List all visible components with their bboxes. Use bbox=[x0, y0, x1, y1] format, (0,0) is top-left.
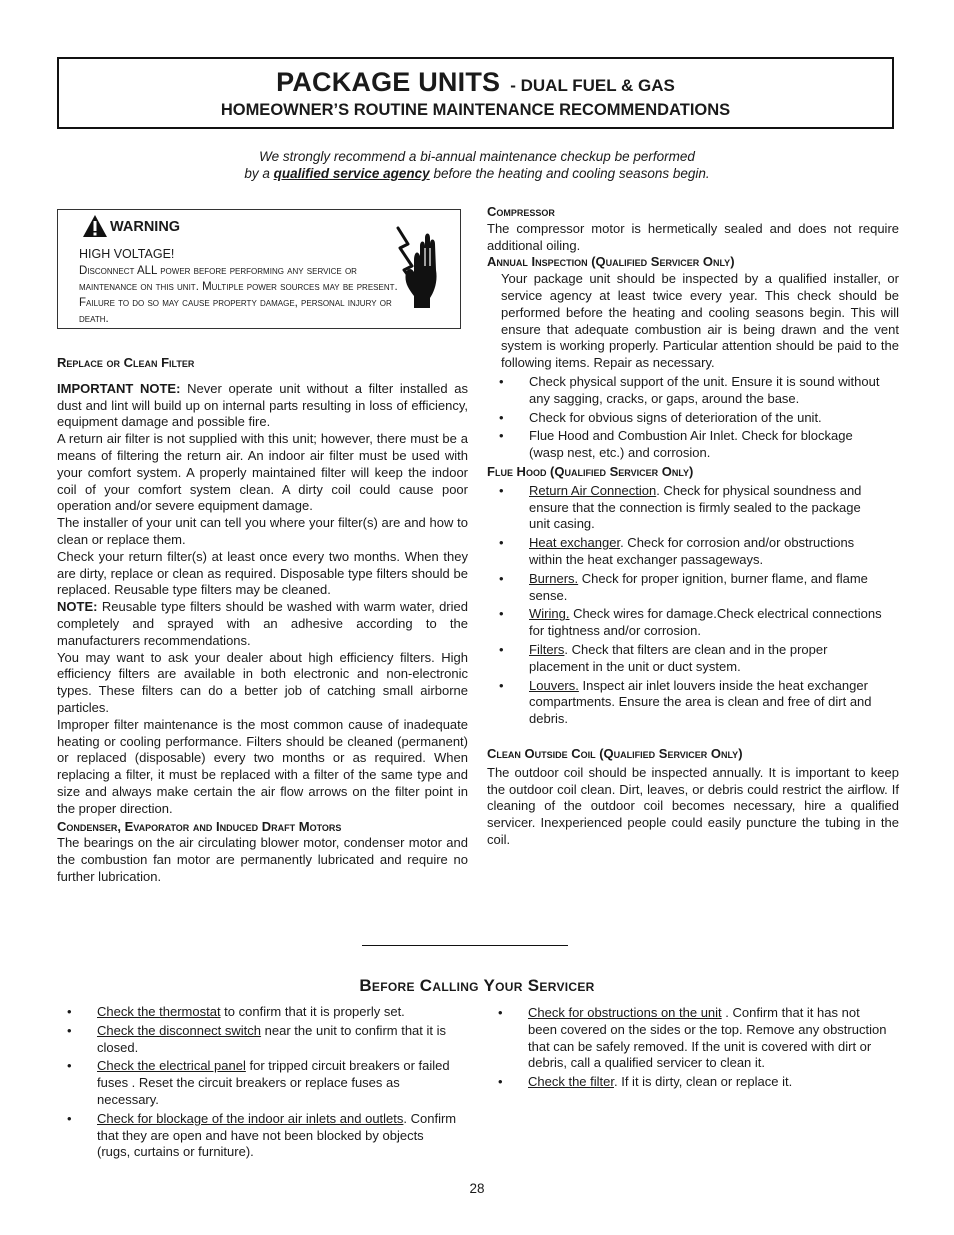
compressor-text: The compressor motor is hermetically sealed and does not require additional oiling. bbox=[487, 220, 899, 253]
check-thermostat-link[interactable]: Check the thermostat bbox=[97, 1004, 221, 1019]
list-item: • Filters. Check that filters are clean and in the proper placement in the unit or duct system. bbox=[499, 641, 828, 674]
flue-item-text: . Check for physical soundness and ensure that the connection is firmly sealed to the package unit casing. bbox=[529, 482, 862, 532]
filter-paragraph-3: Check your return filter(s) at least once every two months. When they are dirty, replace or clean as required. Disposable type filters should be replaced. Reusable type filters may be cleaned. bbox=[57, 548, 468, 598]
filter-note bbox=[57, 599, 468, 649]
filters-link[interactable]: Filters bbox=[529, 641, 565, 657]
flue-hood-heading: Flue Hood (Qualified Servicer Only) bbox=[487, 463, 694, 479]
list-item-text: near the unit to confirm that it is closed. bbox=[97, 1022, 447, 1055]
list-item: • Heat exchanger. Check for corrosion and/or obstructions within the heat exchanger passageways. bbox=[499, 535, 855, 567]
list-item: • Check the thermostat to confirm that it is properly set. bbox=[67, 1004, 405, 1019]
electric-shock-hand-icon bbox=[392, 226, 442, 310]
list-item-text: for tripped circuit breakers or failed fuses . Reset the circuit breakers or replace fuses as necessary. bbox=[97, 1058, 450, 1107]
intro-line-2-post: before the heating and cooling seasons begin. bbox=[429, 166, 710, 181]
flue-item-text: Check for proper ignition, burner flame, and flame sense. bbox=[529, 570, 868, 603]
wiring-link[interactable]: Wiring. bbox=[529, 606, 570, 622]
before-calling-heading: Before Calling Your Servicer bbox=[359, 976, 595, 995]
motors-heading: Condenser, Evaporator and Induced Draft Motors bbox=[57, 818, 342, 834]
warning-title: WARNING bbox=[110, 219, 181, 235]
filter-paragraph-2: The installer of your unit can tell you where your filter(s) are and how to clean or replace them. bbox=[57, 515, 468, 547]
important-note-label: IMPORTANT NOTE: bbox=[57, 380, 181, 396]
check-blockage-link[interactable]: Check for blockage of the indoor air inlets and outlets bbox=[97, 1110, 404, 1126]
warning-triangle-icon bbox=[82, 214, 108, 238]
burners-link[interactable]: Burners. bbox=[529, 570, 579, 586]
filter-heading: Replace or Clean Filter bbox=[57, 355, 195, 370]
clean-coil-text: The outdoor coil should be inspected annually. It is important to keep the outdoor coil clean. Dirt, leaves, or debris could restrict the airflow. If cleaning of the outdoor coil becomes necessary, hire a qualified servicer. Inexperienced people could easily puncture the tubing in the coil. bbox=[487, 764, 899, 847]
annual-item-text: Check for obvious signs of deterioration of the unit. bbox=[529, 409, 822, 425]
list-item: • Check for blockage of the indoor air inlets and outlets. Confirm that they are open and have not been blocked by objects (rugs, curtains or furniture). bbox=[67, 1110, 457, 1160]
note-label: NOTE: bbox=[57, 599, 98, 615]
filter-paragraph-4: You may want to ask your dealer about high efficiency filters. High efficiency filters are available in both electronic and non-electronic types. These filters can do a better job of catching small airborne particles. bbox=[57, 649, 468, 715]
flue-item-text: Inspect air inlet louvers inside the heat exchanger compartments. Ensure the area is clean and free of dirt and debris. bbox=[529, 677, 872, 727]
check-obstructions-link[interactable]: Check for obstructions on the unit bbox=[528, 1005, 722, 1020]
annual-inspection-heading: Annual Inspection (Qualified Servicer Only) bbox=[487, 254, 735, 270]
list-item-text: to confirm that it is properly set. bbox=[220, 1004, 405, 1019]
list-item: • Check for obvious signs of deterioration of the unit. bbox=[499, 409, 822, 425]
louvers-link[interactable]: Louvers. bbox=[529, 677, 579, 693]
divider bbox=[362, 945, 568, 946]
check-filter-link[interactable]: Check the filter bbox=[528, 1074, 614, 1090]
warning-body: Disconnect ALL power before performing any service or maintenance on this unit. Multiple power sources may be present. Failure to do so may cause property damage, personal injury or death. bbox=[79, 265, 398, 325]
before-calling-right-list bbox=[488, 1005, 888, 1093]
list-item: • Check the electrical panel for tripped circuit breakers or failed fuses . Reset the circuit breakers or replace fuses as necessary. bbox=[67, 1058, 450, 1107]
return-air-connection-link[interactable]: Return Air Connection bbox=[529, 482, 657, 498]
annual-item-text: Check physical support of the unit. Ensure it is sound without any sagging, cracks, or gaps, around the base. bbox=[529, 373, 880, 406]
title-box bbox=[57, 57, 894, 129]
title-text: PACKAGE UNITS bbox=[276, 67, 501, 97]
flue-item-text: . Check for corrosion and/or obstructions within the heat exchanger passageways. bbox=[529, 535, 855, 567]
list-item: • Burners. Check for proper ignition, burner flame, and flame sense. bbox=[499, 570, 868, 603]
heat-exchanger-link[interactable]: Heat exchanger bbox=[529, 535, 621, 551]
page-number: 28 bbox=[469, 1181, 485, 1196]
intro-text bbox=[150, 148, 804, 182]
page-subtitle: HOMEOWNER’S ROUTINE MAINTENANCE RECOMMENDATIONS bbox=[220, 101, 731, 119]
intro-line-1: We strongly recommend a bi-annual maintenance checkup be performed bbox=[259, 149, 695, 164]
intro-line-2-pre: by a bbox=[244, 166, 274, 181]
motors-text: The bearings on the air circulating blower motor, condenser motor and the combustion fan motor are permanently lubricated and require no further lubrication. bbox=[57, 835, 468, 884]
list-item: • Flue Hood and Combustion Air Inlet. Check for blockage (wasp nest, etc.) and corrosion. bbox=[499, 428, 853, 461]
flue-item-text: . Check that filters are clean and in the proper placement in the unit or duct system. bbox=[529, 641, 828, 674]
list-item-text: . If it is dirty, clean or replace it. bbox=[614, 1074, 793, 1090]
intro-line-2 bbox=[150, 165, 804, 182]
list-item: • Return Air Connection. Check for physical soundness and ensure that the connection is firmly sealed to the package unit casing. bbox=[499, 482, 862, 532]
list-item: • Check the filter. If it is dirty, clean or replace it. bbox=[498, 1074, 793, 1090]
warning-subtitle: HIGH VOLTAGE! bbox=[79, 247, 175, 261]
clean-coil-heading: Clean Outside Coil (Qualified Servicer Only) bbox=[487, 745, 743, 761]
page-title bbox=[59, 67, 892, 98]
left-column bbox=[57, 355, 468, 886]
list-item: • Wiring. Check wires for damage.Check electrical connections for tightness and/or corrosion. bbox=[499, 606, 882, 639]
flue-item-text: Check wires for damage.Check electrical connections for tightness and/or corrosion. bbox=[529, 606, 882, 639]
annual-inspection-text: Your package unit should be inspected by a qualified installer, or service agency at least twice every year. This check should be performed before the heating and cooling seasons begin. This will ensure that adequate combustion air is being drawn and the vent system is working properly. Particular attention should be paid to the following items. Repair as necessary. bbox=[501, 271, 899, 371]
qualified-service-agency-link[interactable]: qualified service agency bbox=[273, 166, 430, 181]
important-note-text: Never operate unit without a filter installed as dust and lint will build up on internal parts resulting in loss of efficiency, equipment damage and possible fire. bbox=[57, 380, 469, 430]
list-item-text: . Confirm that it has not been covered on the sides or the top. Remove any obstruction that can be safely removed. If the unit is covered with dirt or debris, call a qualified servicer to clean it. bbox=[528, 1005, 887, 1071]
list-item: • Check physical support of the unit. Ensure it is sound without any sagging, cracks, or gaps, around the base. bbox=[499, 373, 880, 406]
filter-paragraph-1: A return air filter is not supplied with this unit; however, there must be a means of filtering the return air. An indoor air filter must be used with your comfort system. A properly maintained filter will keep the indoor coil of your comfort system clean. A dirty coil could cause poor operation and/or severe equipment damage. bbox=[57, 431, 468, 514]
list-item-text: . Confirm that they are open and have not been blocked by objects (rugs, curtains or furniture). bbox=[97, 1110, 457, 1160]
annual-item-text: Flue Hood and Combustion Air Inlet. Check for blockage (wasp nest, etc.) and corrosion. bbox=[529, 428, 853, 461]
right-column bbox=[487, 204, 899, 849]
list-item: • Check the disconnect switch near the unit to confirm that it is closed. bbox=[67, 1022, 447, 1055]
check-electrical-panel-link[interactable]: Check the electrical panel bbox=[97, 1058, 246, 1074]
title-suffix: - DUAL FUEL & GAS bbox=[510, 76, 675, 95]
list-item: • Check for obstructions on the unit . Confirm that it has not been covered on the sides or the top. Remove any obstruction that can be safely removed. If the unit is covered with dirt or debris, call a qualified servicer to clean it. bbox=[498, 1005, 887, 1071]
filter-paragraph-5: Improper filter maintenance is the most common cause of inadequate heating or cooling performance. Filters should be cleaned (permanent) or replaced (disposable) every two months or as required. When replacing a filter, it must be replaced with a filter of the same type and size and always make certain the air flow arrows on the filter point in the proper direction. bbox=[57, 716, 468, 816]
list-item: • Louvers. Inspect air inlet louvers inside the heat exchanger compartments. Ensure the area is clean and free of dirt and debris. bbox=[499, 677, 872, 727]
important-note bbox=[57, 381, 468, 431]
compressor-heading: Compressor bbox=[487, 204, 555, 219]
warning-box bbox=[57, 209, 461, 329]
note-text: Reusable type filters should be washed with warm water, dried completely and sprayed with an adhesive according to the manufacturers recommendations. bbox=[57, 599, 468, 648]
before-calling-left-list bbox=[57, 1004, 457, 1163]
check-disconnect-switch-link[interactable]: Check the disconnect switch bbox=[97, 1022, 262, 1038]
